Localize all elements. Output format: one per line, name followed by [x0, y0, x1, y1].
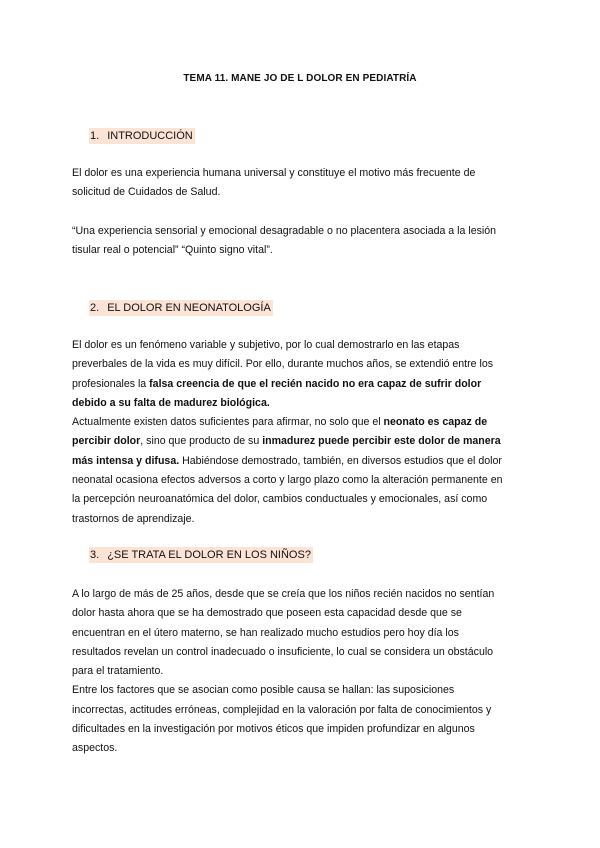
text-line: A lo largo de más de 25 años, desde que se creía que los niños recién nacidos no sentían: [72, 588, 495, 600]
text-line: resultados revelan un control inadecuado o insuficiente, lo cual se considera un obstáculo: [72, 645, 494, 658]
paragraph-cita: [72, 222, 528, 261]
section-heading-introduccion: [89, 128, 195, 144]
text-line: neonatal ocasiona efectos adversos a corto y largo plazo como la alteración permanente en: [72, 474, 503, 487]
text-line: [72, 432, 528, 451]
bold-text: más intensa y difusa.: [72, 454, 180, 467]
text-line: El dolor es un fenómeno variable y subjetivo, por lo cual demostrarlo en las etapas: [72, 339, 460, 351]
text-line: tisular real o potencial” “Quinto signo vital”.: [72, 244, 273, 257]
text-line: “Una experiencia sensorial y emocional desagradable o no placentera asociada a la lesión: [72, 225, 497, 237]
text-line: para el tratamiento.: [72, 665, 164, 678]
paragraph-tratamiento: [72, 585, 528, 759]
section-number: 2.: [90, 302, 100, 314]
text-run: Actualmente existen datos suficientes para afirmar, no solo que el: [72, 416, 384, 429]
section-title: INTRODUCCIÓN: [107, 130, 193, 142]
text-line: [72, 394, 528, 413]
text-run: Habiéndose demostrado, también, en diversos estudios que el dolor: [179, 454, 502, 467]
paragraph-neonatologia: [72, 336, 528, 529]
section-title: EL DOLOR EN NEONATOLOGÍA: [107, 302, 271, 314]
text-line: incorrectas, actitudes erróneas, complejidad en la valoración por falta de conocimientos y: [72, 703, 492, 716]
section-title: ¿SE TRATA EL DOLOR EN LOS NIÑOS?: [107, 549, 311, 561]
section-heading-neonatologia: [89, 300, 273, 316]
bold-text: falsa creencia de que el recién nacido no era capaz de sufrir dolor: [149, 377, 482, 390]
text-line: El dolor es una experiencia humana universal y constituye el motivo más frecuente de: [72, 167, 476, 179]
text-line: la percepción neuroanatómica del dolor, cambios conductuales y emocionales, así como: [72, 493, 488, 506]
text-line: aspectos.: [72, 742, 118, 755]
bold-text: debido a su falta de madurez biológica.: [72, 396, 270, 409]
text-run: , sino que producto de su: [140, 435, 263, 448]
text-line: solicitud de Cuidados de Salud.: [72, 186, 221, 199]
section-number: 3.: [90, 549, 100, 561]
text-line: trastornos de aprendizaje.: [72, 512, 195, 525]
text-run: profesionales la: [72, 377, 150, 390]
text-line: [72, 413, 528, 432]
text-line: [72, 452, 528, 471]
text-line: Entre los factores que se asocian como posible causa se hallan: las suposiciones: [72, 684, 455, 697]
bold-text: percibir dolor: [72, 435, 141, 448]
text-line: [72, 375, 528, 394]
text-line: dificultades en la investigación por motivos éticos que impiden profundizar en algunos: [72, 723, 475, 736]
text-line: preverbales de la vida es muy difícil. Por ello, durante muchos años, se extendió entre los: [72, 358, 494, 371]
section-heading-tratamiento: [89, 547, 313, 563]
page-title: TEMA 11. MANE JO DE L DOLOR EN PEDIATRÍA: [183, 73, 417, 84]
bold-text: neonato es capaz de: [383, 416, 488, 429]
bold-text: inmadurez puede percibir este dolor de manera: [262, 435, 501, 448]
text-line: encuentran en el útero materno, se han realizado mucho estudios pero hoy día los: [72, 626, 459, 639]
text-line: dolor hasta ahora que se ha demostrado que poseen esta capacidad desde que se: [72, 607, 462, 620]
section-number: 1.: [90, 130, 100, 142]
paragraph-dolor-definicion: [72, 164, 528, 203]
